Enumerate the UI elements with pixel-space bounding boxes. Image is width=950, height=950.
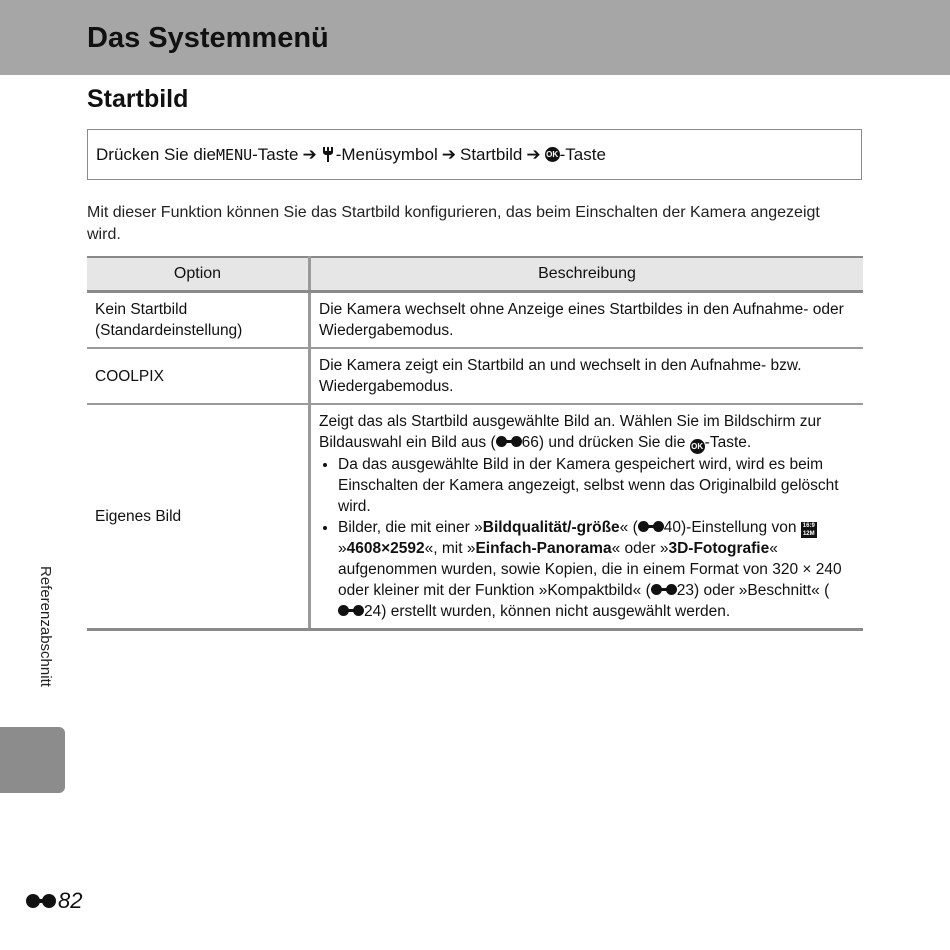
- setting-name: 3D-Fotografie: [668, 540, 770, 557]
- description-text: )-Einstellung von: [681, 519, 801, 536]
- description-text: ) und drücken Sie die: [538, 434, 690, 451]
- page-reference: 24: [364, 603, 382, 620]
- menu-item-label: Startbild: [459, 144, 523, 164]
- page-reference: 40: [663, 519, 682, 536]
- ok-key-suffix: -Taste: [559, 144, 606, 164]
- ok-button-icon: OK: [690, 439, 705, 454]
- options-table: [87, 256, 863, 631]
- page-reference: 23: [676, 582, 694, 599]
- menu-key-suffix: -Taste: [252, 144, 299, 164]
- description-text: Bilder, die mit einer »: [338, 519, 483, 536]
- table-row: [87, 404, 863, 630]
- list-item: • Da das ausgewählte Bild in der Kamera gespeichert wird, wird es beim Einschalten der Kamera angezeigt, selbst wenn das Originalbild gelöscht wird.: [338, 454, 855, 517]
- table-header-row: [87, 257, 863, 292]
- reference-binoculars-icon: [638, 521, 664, 532]
- option-name: Kein Startbild: [95, 301, 188, 318]
- intro-paragraph: Mit dieser Funktion können Sie das Startbild konfigurieren, das beim Einschalten der Kamera angezeigt wird.: [87, 204, 820, 243]
- description-text: »: [338, 540, 347, 557]
- description-cell: [310, 404, 864, 630]
- page-number-value: 82: [58, 888, 83, 913]
- description-cell: Die Kamera zeigt ein Startbild an und wechselt in den Aufnahme- bzw. Wiedergabemodus.: [310, 348, 864, 404]
- column-header-option: Option: [87, 257, 310, 292]
- arrow-right-icon: ➔: [526, 144, 541, 164]
- setting-name: Einfach-Panorama: [475, 540, 612, 557]
- option-note: (Standardeinstellung): [95, 322, 243, 339]
- description-intro: [319, 411, 855, 454]
- menu-path-box: [87, 129, 862, 180]
- side-tab-marker: [0, 727, 65, 793]
- option-name: Eigenes Bild: [87, 404, 310, 630]
- reference-binoculars-icon: [496, 436, 522, 447]
- description-text: « (: [619, 519, 638, 536]
- image-size-icon: 16:9 12M: [802, 523, 815, 537]
- arrow-right-icon: ➔: [441, 144, 456, 164]
- table-row: [87, 348, 863, 404]
- option-cell: [87, 292, 310, 349]
- wrench-icon: [321, 146, 335, 163]
- description-text: ) oder »Beschnitt« (: [693, 582, 830, 599]
- setting-name: Bildqualität/-größe: [482, 519, 620, 536]
- description-text: «, mit »: [424, 540, 476, 557]
- list-item: [338, 517, 855, 622]
- reference-binoculars-icon: [338, 605, 364, 616]
- description-text: Zeigt das als Startbild ausgewählte Bild an. Wählen Sie im Bildschirm zur Bildauswahl ein Bild aus (: [319, 413, 822, 451]
- menu-path-prefix: Drücken Sie die: [96, 144, 217, 164]
- table-row: [87, 292, 863, 349]
- ok-button-icon: OK: [545, 147, 560, 162]
- note-list: [319, 454, 855, 622]
- description-cell: Die Kamera wechselt ohne Anzeige eines Startbildes in den Aufnahme- oder Wiedergabemodus.: [310, 292, 864, 349]
- side-section-label: Referenzabschnitt: [37, 566, 54, 687]
- menu-key-label: MENU: [216, 145, 253, 164]
- setting-name: 4608×2592: [346, 540, 425, 557]
- option-name: COOLPIX: [87, 348, 310, 404]
- description-text: ) erstellt wurden, können nicht ausgewählt werden.: [381, 603, 731, 620]
- reference-binoculars-icon: [651, 584, 677, 595]
- description-text: « aufgenommen wurden, sowie Kopien, die in einem Format von 320 × 240 oder kleiner mit der Funktion »Kompaktbild« (: [338, 540, 842, 599]
- column-header-description: Beschreibung: [310, 257, 864, 292]
- page-title: Das Systemmenü: [87, 22, 329, 54]
- page-number: [26, 888, 82, 914]
- menu-symbol-suffix: -Menüsymbol: [335, 144, 438, 164]
- section-title: Startbild: [87, 85, 189, 113]
- page-reference: 66: [521, 434, 539, 451]
- arrow-right-icon: ➔: [302, 144, 317, 164]
- description-text: « oder »: [611, 540, 669, 557]
- description-text: -Taste.: [704, 434, 752, 451]
- reference-binoculars-icon: [26, 894, 56, 908]
